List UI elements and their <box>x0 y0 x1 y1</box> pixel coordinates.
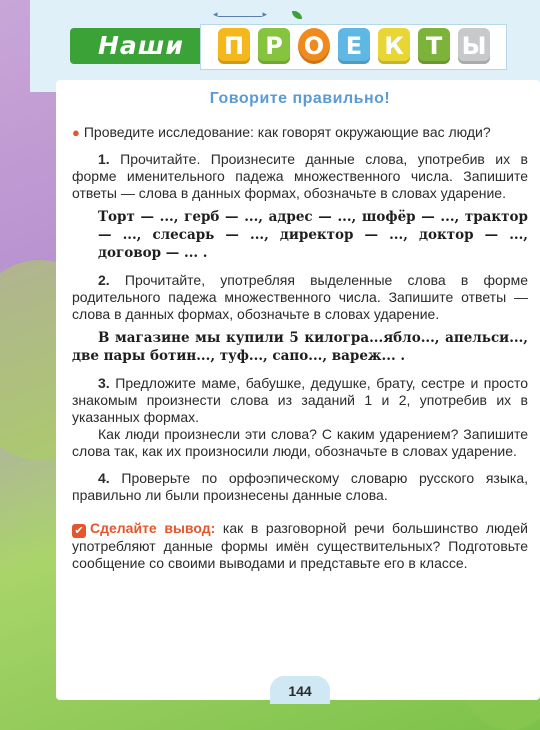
page-content <box>72 90 528 572</box>
task-text: Проверьте по орфоэпическому словарю русского языка, правильно ли были произнесены данные слова. <box>72 470 528 503</box>
task-number: 2. <box>98 272 110 288</box>
task-number: 4. <box>98 470 110 486</box>
checkmark-icon: ✔ <box>72 524 86 538</box>
page-subtitle: Говорите правильно! <box>209 90 391 107</box>
task-text: Прочитайте, употребляя выделенные слова в форме родительного падежа множественного числа. Запишите ответы — слова в данных формах, обозначьте в словах ударение. <box>72 272 528 322</box>
ruler-icon <box>218 16 262 17</box>
task-number: 3. <box>98 375 110 391</box>
task-3 <box>72 375 528 426</box>
task-3-continued: Как люди произнесли эти слова? С каким ударением? Запишите слова так, как их произносили люди, обозначьте в словах ударение. <box>72 426 528 459</box>
conclusion <box>72 520 528 572</box>
sentence-start: В магазине мы купили 5 килогра...ябло..., апельси..., две пары <box>72 330 528 364</box>
task-text: Предложите маме, бабушке, дедушке, брату, сестре и просто знакомым произнести слова из заданий 1 и 2, употребив их в указанных формах. <box>72 375 529 425</box>
intro-paragraph <box>72 124 528 141</box>
task-2-sentence <box>72 329 528 365</box>
task-text: Прочитайте. Произнесите данные слова, употребив их в форме именительного падежа множественного числа. Запишите ответы — слова в данных формах, обозначьте в словах ударение. <box>72 151 528 201</box>
letter-tile: О <box>298 28 330 64</box>
conclusion-text: как в разговорной речи большинство людей употребляют данные формы имён существительных? Подготовьте сообщение со своими выводами и представьте его в классе. <box>72 520 529 571</box>
page-number: 144 <box>270 676 330 704</box>
letter-tile: Ы <box>458 28 490 64</box>
sentence-highlighted: ботин..., туф..., сапо..., вареж... . <box>149 348 406 364</box>
letter-tile: Е <box>338 28 370 64</box>
header-title: Наши <box>98 31 184 60</box>
task-1 <box>72 151 528 202</box>
task-number: 1. <box>98 151 110 167</box>
conclusion-label: Сделайте вывод: <box>90 520 216 536</box>
task-4 <box>72 470 528 504</box>
letter-tile: Р <box>258 28 290 64</box>
bullet-icon: ● <box>72 125 80 140</box>
intro-text: Проведите исследование: как говорят окружающие вас люди? <box>83 124 491 140</box>
letter-tile: Т <box>418 28 450 64</box>
project-letters <box>218 28 490 64</box>
task-2 <box>72 272 528 323</box>
task-1-words: Торт — ..., герб — ..., адрес — ..., шофёр — ..., трактор — ..., слесарь — ..., директор — ..., доктор — ..., договор — ... . <box>98 209 528 261</box>
letter-tile: К <box>378 28 410 64</box>
letter-tile: П <box>218 28 250 64</box>
